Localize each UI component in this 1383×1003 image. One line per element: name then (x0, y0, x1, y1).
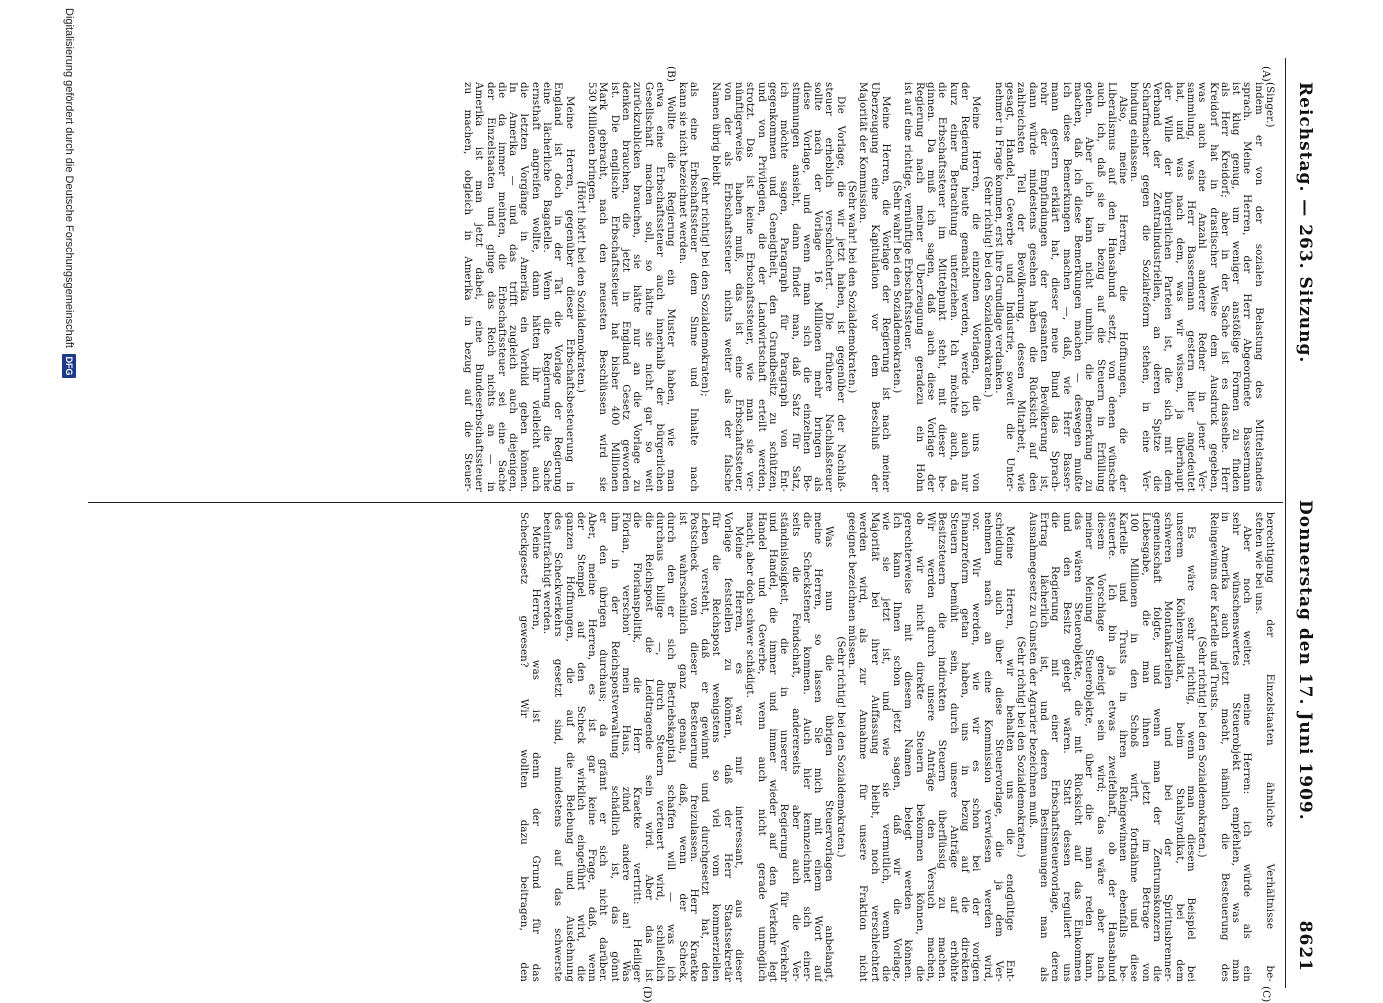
text-line: Namen übrig bleibt (710, 82, 722, 186)
text-line: in Amerika auch jetzt macht, nämlich die Besteuerung des (1218, 512, 1230, 982)
text-line: sehr wünschenswertes Steuerobjekt empfehlen, was man (1230, 512, 1242, 982)
left-column (85, 82, 1275, 492)
text-line: die letzten Vorgänge in Amerika ein Vorbild geben können. (518, 82, 530, 492)
text-line: Meine Herren, die Vorlage der Regierung ist nach meiner (879, 96, 891, 492)
text-line: Amerika ist man jetzt dabei, eine Bundeserbschaftssteuer (473, 82, 485, 492)
text-line: meiner Meinung Steuerobjekte, über die man reden kann, (1083, 512, 1095, 982)
text-line: seits die Feindschaft, andererseits aber auch die Ver- (789, 512, 801, 982)
text-line: ist klug genug, um weniger anstößige Formen zu finden (1230, 82, 1242, 492)
text-line: Kreidorf hat in drastischer Weise dem Ausdruck gegeben, (1207, 82, 1219, 492)
text-line: gerechterweise mit diesem Namen belegt werden können. (902, 512, 914, 982)
text-line: (Singer.) (1264, 82, 1275, 128)
text-line: kurz einer Betrachtung unterziehen. Ich möchte auch, da (947, 82, 959, 492)
text-line: Was nun die übrigen Steuervorlagen anbelangt, (823, 526, 835, 982)
text-line: zu machen, obgleich in Amerika in bezug auf die Steuer- (461, 82, 473, 492)
header-center: Donnerstag den 17. Juni 1909. (1295, 500, 1315, 821)
text-line: (Sehr richtig! bei den Sozialdemokraten.) (1015, 636, 1027, 858)
text-line: was auch eine Anzahl anderer Redner in jener Ver- (1196, 82, 1208, 492)
page-number: 8621 (1295, 920, 1315, 972)
text-line: Mark gebracht, nach den neuesten Beschlüssen wird sie (597, 82, 609, 492)
text-line: Leben versteht, daß er gewinnt und durchgesetzt hat, den (699, 512, 711, 982)
text-line: Meine Herren, es war mir interessant, aus dieser (733, 526, 745, 982)
footer-text: Digitalisierung gefördert durch die Deutsche Forschungsgemeinschaft (63, 8, 75, 348)
text-line: Scharfmacher gegen die Sozialreform stehen, in eine Ver- (1139, 82, 1151, 492)
text-line: bindung einlassen. (1128, 82, 1140, 182)
text-line: gesagt, Handel, Gewerbe und Industrie, soweit die Unter- (1004, 82, 1016, 492)
text-line: ganzen Hoffnungen, die auf die Belebung und Ausdehnung (563, 512, 575, 982)
text-line: Finanzreform getan haben, uns in bezug auf die direkten (958, 512, 970, 982)
text-line: Meine Herren, gegenüber dieser Erbschaftsbesteuerung in (563, 96, 575, 492)
text-line: der Wille der bürgerlichen Parteien ist, die sich mit dem (1162, 82, 1174, 492)
text-line: Reingewinns der Kartelle und Trusts. (1207, 512, 1219, 712)
text-line: kann sie nicht bezeichnet werden. (676, 82, 688, 265)
text-line: werden wird, als zur Annahme für unsere Fraktion nicht (857, 512, 869, 982)
text-line: unserem Kohlensyndikat, beim Stahlsyndikat, bei dem (1173, 512, 1185, 982)
text-line: eine lächerliche Bagatelle. Wenn die Regierung die Sache (541, 82, 552, 492)
text-line: nehmer in Frage kommen, erst ihre Grundlage verdanken. (992, 82, 1004, 394)
dfg-logo: DFG (62, 354, 76, 378)
text-line: (Sehr richtig! bei den Sozialdemokraten.) (1196, 636, 1208, 858)
text-line: sprach. Meine Herren, der Herr Abgeordnete Bassermann (1241, 82, 1253, 492)
text-line: Also, meine Herren, die Hoffnungen, die der (1117, 96, 1129, 492)
text-line: vor. Wir werden, wie wir es schon bei der vorigen (970, 512, 982, 982)
margin-marker-d: (D) (641, 986, 653, 1003)
text-line: (Sehr wahr! bei den Sozialdemokraten.) (846, 180, 858, 394)
column-divider (88, 502, 1283, 503)
text-line: meine Herren, so lassen Sie mich mit einem Wort auf (812, 512, 824, 982)
text-line: Steuern bemüht sein, durch unsere Anträge auf erhöhte (947, 512, 959, 982)
text-line: diese Vorlage, und wenn man sich die einzelnen Be- (800, 82, 812, 492)
margin-marker-a: (A) (1260, 66, 1272, 82)
text-line: Überzeugung eine Kapitulation vor dem Beschluß der (868, 82, 880, 492)
text-line: beeinträchtigt werden. (541, 512, 552, 635)
text-line: Handel und Gewerbe, wenn auch nicht gerade unmöglich (755, 512, 767, 982)
text-line: Besitzsteuern die indirekten Steuern überflüssig zu machen. (936, 512, 948, 982)
text-line: zurückzublicken brauchen, sie hätte nur an die Vorlage zu (631, 82, 643, 492)
text-line: die Reichspost die Leidtragende sein wird. Aber das ist (642, 512, 654, 982)
text-line: für die Reichspost wenigstens so viel vom kommerziellen (710, 512, 722, 982)
text-line: ihm in der Reichspostverwaltung schädlich ist, das gönnt (608, 512, 620, 982)
text-line: mann gestern erklärt hat, dieser neue Bund das Sprach- (1049, 82, 1061, 492)
text-line: ist auf eine richtige, vernünftige Erbschaftssteuer. (902, 82, 914, 351)
text-line: durchaus billige —, durch Steuern verteuert wird, schließlich (653, 512, 665, 982)
text-line: Wir werden durch unsere Anträge den Versuch machen, (925, 512, 937, 982)
text-line: zahlreichsten Teil der Bevölkerung, dessen Mitarbeit, wie (1015, 82, 1027, 492)
text-line: 530 Millionen bringen. (586, 82, 598, 204)
text-line: Meine Herren, wir behalten uns die endgültige Ent- (1004, 526, 1016, 982)
header-rule (1285, 58, 1286, 988)
text-line: hat, und was nach dem, was wir wissen, ja überhaupt (1173, 82, 1185, 492)
text-line: Es wäre sehr richtig, wenn man diesem Beispiel bei (1184, 526, 1196, 982)
text-line: Meine Herren, was ist denn der Grund für das (529, 526, 541, 982)
text-line: Florian, verschon' mein Haus, zünd andere an! Was (620, 512, 632, 982)
text-line: diesem Vorschlage geneigt sein wird; das wäre aber nach (1094, 512, 1106, 982)
text-line: stimmungen ansieht, dann findet man, daß Satz für Satz, (789, 82, 801, 492)
text-line: dann würde mindestens gesehen haben die Rücksicht auf den (1026, 82, 1038, 492)
text-line: scheidung auch über diese Steuervorlage, die ja dem Ver- (992, 512, 1004, 982)
text-line: (Sehr richtig! bei den Sozialdemokraten.) (834, 636, 846, 858)
text-line: nünftigerweise haben muß, das ist eine Erbschaftssteuer, (733, 82, 745, 492)
text-line: auch ich, daß sie in bezug auf die Steuern in Erfüllung (1094, 82, 1106, 492)
text-line: nehmen nach an eine Kommission verwiesen werden wird, (981, 512, 993, 982)
text-line: ist. Die englische Erbschaftssteuer hat bisher 400 Millionen (608, 82, 620, 492)
text-line: Aber noch weiter, meine Herren: ich würde als ein (1241, 526, 1253, 982)
text-line: Postscheck von dieser Besteuerung freizulassen. Herr Kraetke (687, 512, 699, 982)
text-line: Ertrag lächerlich ist, und deren Bestimmungen man als (1038, 512, 1050, 982)
text-line: rohr der Empfindungen der gesamten Bevölkerung ist, (1038, 82, 1050, 492)
text-line: etwa eine Erbschaftssteuer auch innerhalb der bürgerlichen (653, 82, 665, 492)
text-line: Liberalismus auf den Hansabund setzt, von denen wünsche (1105, 82, 1117, 492)
text-line: stehen wie bei uns. (1252, 512, 1264, 615)
footer (60, 8, 78, 998)
text-line: Aber, meine Herren, es ist gar keine Frage, daß, wenn (586, 512, 598, 982)
text-line: Majorität der Kommission. (857, 82, 869, 224)
text-line: (Sehr richtig! bei den Sozialdemokraten.) (981, 176, 993, 398)
text-line: schweren Montankartellen und bei der Spiritusbrenner- (1162, 512, 1174, 982)
text-line: (sehr richtig! bei den Sozialdemokraten); (699, 177, 711, 397)
text-line: wie sie jetzt ist, und wie sie vermutlich, wenn die (879, 512, 891, 982)
text-line: Majorität bei ihrer Auffassung bleibt, noch verschlechtert (868, 512, 880, 982)
text-line: denken brauchen, die jetzt in England Gesetz geworden (620, 82, 632, 492)
text-line: ich diese Bemerkungen machen —, daß, wie Herr Basser- (1060, 82, 1072, 492)
text-line: Scheckgesetz gewesen? Wir wollten dazu beitragen, den (518, 512, 530, 982)
text-line: Die Vorlage, die wir jetzt haben, ist gegenüber der Nachlaß- (834, 96, 846, 492)
text-line: steuerte. Ich bin ja etwas zweifelhaft, ob der Hansabund (1105, 512, 1117, 982)
text-line: 100 Millionen in den Schoß wirft, fortnähme und diese (1128, 512, 1140, 982)
text-line: als Herr Kreidorf; aber in der Sache ist es dasselbe. Herr (1218, 82, 1230, 492)
text-line: Verband der Zentralindustriellen, an deren Spitze die (1151, 82, 1163, 492)
text-line: und von Privilegien, die der Landwirtschaft erteilt werden, (755, 82, 767, 492)
text-line: macht, aber doch schwer schädigt. (744, 512, 756, 698)
text-line: und den Besitz gelegt wären. Statt dessen reguliert uns (1060, 512, 1072, 982)
text-line: und Handel, die immer und immer wieder auf den Verkehr legt (766, 512, 778, 982)
text-line: machen, daß ich diese Bemerkungen machen — deswegen mußte (1071, 82, 1083, 492)
text-line: Kartelle und Trusts in ihren Reingewinnen ebenfalls be- (1117, 512, 1129, 982)
margin-marker-b: (B) (665, 66, 677, 82)
right-column (85, 512, 1275, 982)
margin-marker-c: (C) (1260, 986, 1272, 1003)
text-line: Gesellschaft machen soll, so hätte sie nicht gar so weit (642, 82, 654, 492)
text-line: Ich kann Ihnen schon jetzt sagen, daß wir die Vorlage, (891, 512, 903, 982)
text-line: In Amerika — und das trifft zugleich auch diejenigen, (507, 82, 519, 492)
text-line: steuer erheblich verschlechtert. Die frühere Nachlaßsteuer (823, 82, 835, 492)
text-line: der Stempel auf den Scheck wirklich eingeführt wird, die (574, 512, 586, 982)
text-line: Wollte die Regierung ein Muster haben, wie man (665, 96, 677, 492)
text-line: ob wir nicht direkte Steuern bekommen können, die (913, 512, 925, 982)
text-line: ernsthaft angreifen wollte, dann hätten ihr vielleicht auch (529, 82, 541, 492)
text-line: die da immer meinten, die Erbschaftssteuer sei eine Sache (495, 82, 507, 492)
text-line: ich möchte sagen, Paragraph für Paragraph von Ent- (778, 82, 790, 492)
text-line: Vorlage feststellen zu können, daß der Herr Staatssekretär (721, 512, 733, 982)
text-line: ginnen. Da muß ich sagen, daß auch diese Vorlage der (925, 82, 937, 492)
text-line: der Einzelstaaten und ginge das Reich nichts an — in (484, 82, 496, 492)
text-line: (Sehr wahr! bei den Sozialdemokraten.) (891, 180, 903, 394)
text-line: strotzt. Das ist keine Erbschaftssteuer, wie man sie ver- (744, 82, 756, 492)
text-line: Liebesgabe, die man ihnen jetzt im Betrage von (1139, 512, 1151, 982)
text-line: die Erbschaftssteuer im Mittelpunkt steht, mit dieser be- (936, 82, 948, 492)
text-line: sammlung, was Herr Bassermann gestern hier angedeutet (1184, 82, 1196, 492)
text-line: als eine Erbschaftssteuer dem Sinne und Inhalte nach (687, 82, 699, 492)
text-line: er den übrigen durchaus; da grämt er sich nicht darüber. (597, 512, 609, 982)
text-line: gehen. Aber ich kann nicht umhin, die Bemerkung zu (1083, 82, 1095, 492)
text-line: durch den er sich Betriebskapital schaffen will — was ich (665, 512, 677, 982)
header-left: Reichstag. — 263. Sitzung. (1295, 82, 1315, 364)
text-line: die Scheckstener kommen. Auch hier kennzeichnet sich einer- (800, 512, 812, 982)
text-line: (Hört! hört! bei den Sozialdemokraten.) (574, 181, 586, 393)
text-line: ist wahrscheinlich ganz genau, daß, wenn der Scheck, (676, 512, 688, 982)
text-line: Ausnahmegesetz zu Gunsten der Agrarier bezeichnen muß. (1026, 512, 1038, 829)
text-line: England ist doch in der Tat die Vorlage der Regierung (552, 82, 564, 492)
text-line: berechtigung der Einzelstaaten ähnliche Verhältnisse be- (1264, 512, 1275, 982)
text-line: von der als Erbschaftssteuer nichts weiter als der falsche (721, 82, 733, 492)
text-line: indem er von der sozialen Belastung des Mittelstandes (1252, 82, 1264, 492)
text-line: Regierung nach meiner Überzeugung geradezu ein Hohn (913, 82, 925, 492)
text-line: sollte nach der Vorlage 16 Millionen mehr bringen als (812, 82, 824, 492)
text-line: die Florianspolitik, die Herr Kraetke vertritt: Heiliger (631, 512, 643, 982)
text-line: gegenkommen und Geneigtheit, den Grundbesitz zu schützen, (766, 82, 778, 492)
text-line: ständnislosigkeit, die in unserer Regierung für Verkehr (778, 512, 790, 982)
text-line: geeignet bezeichnen müssen. (846, 512, 858, 669)
text-line: das wären Steuerobjekte, die mit Rücksicht auf das Einkommen (1071, 512, 1083, 982)
text-line: gemeinschaft folgte, und wenn man der Zentrumskonzern die (1151, 512, 1163, 982)
text-line: die Regierung mit einer Erbschaftssteuervorlage, deren (1049, 512, 1061, 982)
text-line: des Scheckverkehrs gesetzt sind, mindestens auf das schwerste (552, 512, 564, 982)
text-line: Meine Herren, die einzelnen Vorlagen, die uns von (970, 96, 982, 492)
text-line: der Regierung heute gemacht werden, werde ich auch nur (958, 82, 970, 492)
